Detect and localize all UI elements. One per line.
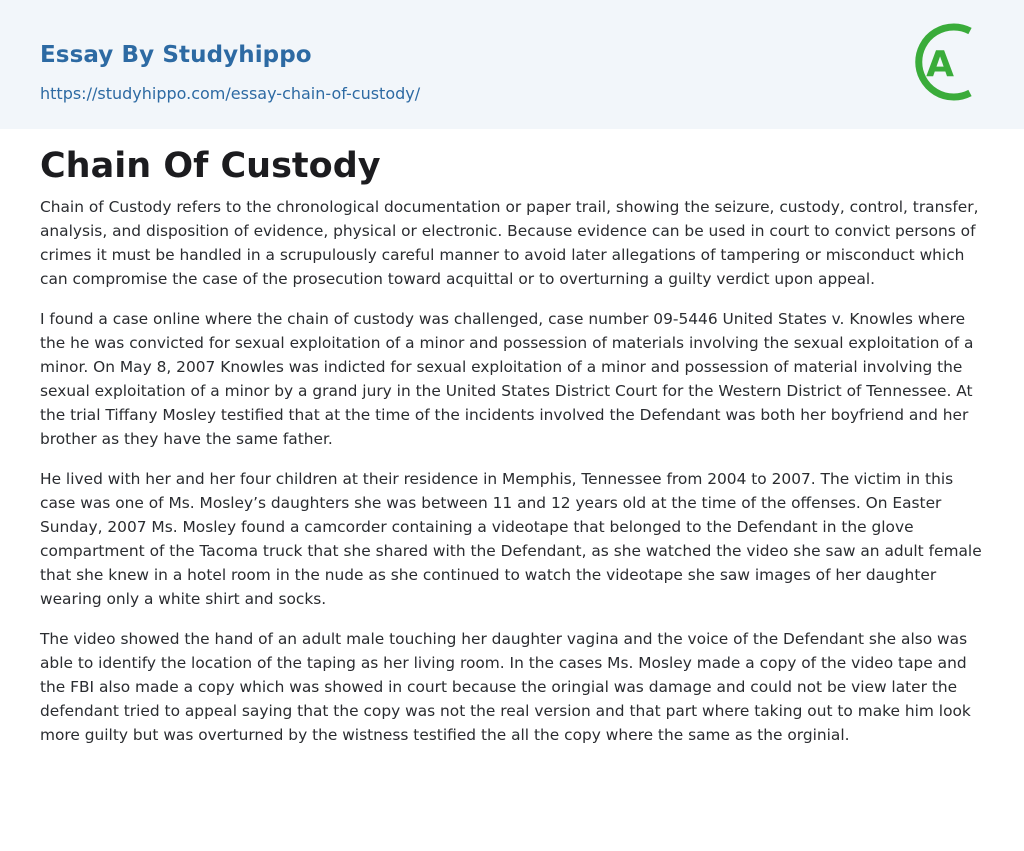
- page-url-link[interactable]: https://studyhippo.com/essay-chain-of-custody/: [40, 84, 421, 103]
- article-paragraph-3: He lived with her and her four children at their residence in Memphis, Tennessee from 2004 to 2007. The victim in this case was one of Ms. Mosley’s daughters she was between 11 and 12 years old at the time of the offenses. On Easter Sunday, 2007 Ms. Mosley found a camcorder containing a videotape that belonged to the Defendant in the glove compartment of the Tacoma truck that she shared with the Defendant, as she watched the video she saw an adult female that she knew in a hotel room in the nude as she continued to watch the videotape she saw images of her daughter wearing only a white shirt and socks.: [40, 470, 982, 608]
- article-paragraph-1: Chain of Custody refers to the chronological documentation or paper trail, showing the seizure, custody, control, transfer, analysis, and disposition of evidence, physical or electronic. Because evidence can be used in court to convict persons of crimes it must be handled in a scrupulously careful manner to avoid later allegations of tampering or misconduct which can compromise the case of the prosecution toward acquittal or to overturning a guilty verdict upon appeal.: [40, 198, 979, 288]
- site-header: [0, 0, 1024, 129]
- article-title: Chain Of Custody: [40, 146, 381, 186]
- article-paragraph-2: I found a case online where the chain of custody was challenged, case number 09-5446 United States v. Knowles where the he was convicted for sexual exploitation of a minor and possession of materials involving the sexual exploitation of a minor. On May 8, 2007 Knowles was indicted for sexual exploitation of a minor and possession of material involving the sexual exploitation of a minor by a grand jury in the United States District Court for the Western District of Tennessee. At the trial Tiffany Mosley testified that at the time of the incidents involved the Defendant was both her boyfriend and her brother as they have the same father.: [40, 310, 974, 448]
- studyhippo-logo-icon[interactable]: [910, 19, 986, 105]
- article-body: [40, 195, 984, 763]
- logo-letter: A: [926, 44, 954, 85]
- site-brand[interactable]: Essay By Studyhippo: [40, 42, 312, 68]
- article-paragraph-4: The video showed the hand of an adult male touching her daughter vagina and the voice of the Defendant she also was able to identify the location of the taping as her living room. In the cases Ms. Mosley made a copy of the video tape and the FBI also made a copy which was showed in court because the oringial was damage and could not be view later the defendant tried to appeal saying that the copy was not the real version and that part where taking out to make him look more guilty but was overturned by the wistness testified the all the copy where the same as the orginial.: [40, 630, 971, 744]
